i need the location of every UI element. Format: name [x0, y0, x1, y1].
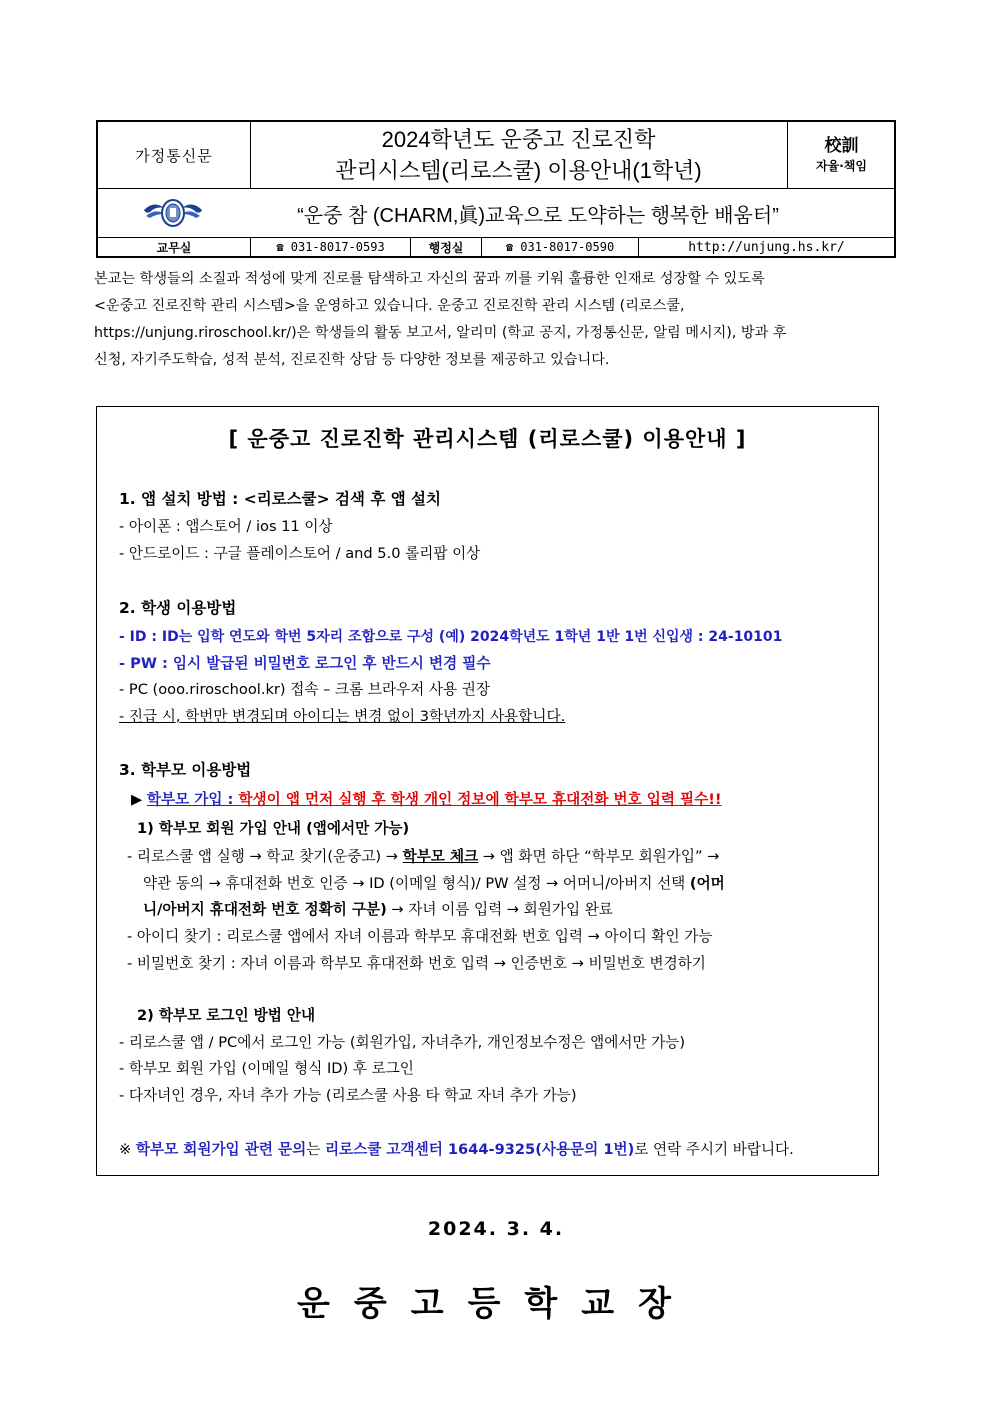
section3-heading: 3. 학부모 이용방법: [119, 761, 252, 779]
parent-signup-step-line1: [127, 846, 719, 868]
title-line-2: 관리시스템(리로스쿨) 이용안내(1학년): [335, 158, 702, 183]
parent-phone-emphasis: 니/아버지 휴대전화 번호 정확히 구분): [143, 901, 387, 918]
parent-login-item: - 학부모 회원 가입 (이메일 형식 ID) 후 로그인: [119, 1060, 414, 1077]
signup-step-text: → 자녀 이름 입력 → 회원가입 완료: [386, 901, 613, 918]
document-date: 2024. 3. 4.: [427, 1218, 565, 1240]
office1-label: 교무실: [98, 238, 251, 256]
school-emblem-icon: [142, 196, 204, 230]
section1-heading: 1. 앱 설치 방법 : <리로스쿨> 검색 후 앱 설치: [119, 490, 442, 508]
document-title: [251, 122, 786, 188]
note-mark: ※: [119, 1141, 136, 1158]
parent-signup-step-line2: [143, 873, 725, 895]
header-row-slogan: [98, 189, 894, 238]
principal-signature: 운중고등학교장: [297, 1284, 695, 1324]
signup-step-text: - 리로스쿨 앱 실행 → 학교 찾기(운중고) →: [127, 848, 403, 865]
header-row-contacts: [98, 238, 894, 256]
motto-text: 자율·책임: [816, 159, 867, 173]
office2-phone: ☎ 031-8017-0590: [482, 238, 639, 256]
motto-title: 校訓: [824, 136, 859, 156]
usage-guide-box: [96, 406, 879, 1176]
header-row-title: [98, 122, 894, 189]
parent-phone-emphasis: (어머: [689, 875, 725, 892]
parent-signup-step-line3: [143, 899, 613, 921]
parent-login-subheading: 2) 학부모 로그인 방법 안내: [137, 1007, 316, 1024]
school-motto: [787, 122, 895, 188]
section1-item-android: - 안드로이드 : 구글 플레이스토어 / and 5.0 롤리팝 이상: [119, 545, 481, 562]
parent-login-item: - 리로스쿨 앱 / PC에서 로그인 가능 (회원가입, 자녀추가, 개인정보수정은 앱에서만 가능): [119, 1034, 686, 1051]
parent-join-text: 학생이 앱 먼저 실행 후 학생 개인 정보에 학부모 휴대전화 번호 입력 필수!!: [238, 791, 722, 808]
note-text: 로 연락 주시기 바랍니다.: [634, 1141, 794, 1158]
parent-check-emphasis: 학부모 체크: [402, 848, 479, 865]
title-line-1: 2024학년도 운중고 진로진학: [381, 127, 656, 152]
letter-header-table: [96, 120, 896, 258]
section2-item-id: - ID : ID는 입학 연도와 학번 5자리 조합으로 구성 (예) 2024학년도 1학년 1반 1번 신입생 : 24-10101: [119, 629, 783, 645]
guide-title: [ 운중고 진로진학 관리시스템 (리로스쿨) 이용안내 ]: [228, 427, 747, 451]
find-id-item: - 아이디 찾기 : 리로스쿨 앱에서 자녀 이름과 학부모 휴대전화 번호 입력 → 아이디 확인 가능: [127, 928, 713, 945]
intro-paragraph: [94, 266, 898, 374]
signup-step-text: 약관 동의 → 휴대전화 번호 인증 → ID (이메일 형식)/ PW 설정 → 어머니/아버지 선택: [143, 875, 690, 892]
note-text: 는: [306, 1141, 325, 1158]
intro-line: https://unjung.riroschool.kr/)은 학생들의 활동 보고서, 알리미 (학교 공지, 가정통신문, 알림 메시지), 방과 후: [94, 325, 787, 341]
parent-login-item: - 다자녀인 경우, 자녀 추가 가능 (리로스쿨 사용 타 학교 자녀 추가 가능): [119, 1087, 577, 1104]
office2-label: 행정실: [411, 238, 482, 256]
section2-item-promotion: - 진급 시, 학번만 변경되며 아이디는 변경 없이 3학년까지 사용합니다.: [119, 708, 566, 725]
parent-signup-subheading: 1) 학부모 회원 가입 안내 (앱에서만 가능): [137, 820, 410, 837]
school-website-link[interactable]: http://unjung.hs.kr/: [688, 239, 845, 255]
intro-line: <운중고 진로진학 관리 시스템>을 운영하고 있습니다. 운중고 진로진학 관리 시스템 (리로스쿨,: [94, 298, 685, 314]
note-inquiry: 학부모 회원가입 관련 문의: [135, 1141, 307, 1158]
office1-phone: ☎ 031-8017-0593: [251, 238, 411, 256]
section2-item-pc: - PC (ooo.riroschool.kr) 접속 – 크롬 브라우저 사용 권장: [119, 681, 490, 698]
find-password-item: - 비밀번호 찾기 : 자녀 이름과 학부모 휴대전화 번호 입력 → 인증번호 → 비밀번호 변경하기: [127, 955, 706, 972]
section2-item-pw: - PW : 임시 발급된 비밀번호 로그인 후 반드시 변경 필수: [119, 655, 491, 672]
intro-line: 신청, 자기주도학습, 성적 분석, 진로진학 상담 등 다양한 정보를 제공하고 있습니다.: [94, 352, 610, 368]
section1-item-iphone: - 아이폰 : 앱스토어 / ios 11 이상: [119, 518, 333, 535]
contact-note: [119, 1139, 794, 1161]
parent-join-notice: [131, 789, 722, 811]
intro-line: 본교는 학생들의 소질과 적성에 맞게 진로를 탐색하고 자신의 꿈과 끼를 키워 훌륭한 인재로 성장할 수 있도록: [94, 271, 765, 287]
parent-join-label: 학부모 가입 :: [146, 791, 239, 808]
note-call-center: 리로스쿨 고객센터 1644-9325(사용문의 1번): [324, 1141, 635, 1158]
section2-heading: 2. 학생 이용방법: [119, 599, 237, 617]
arrow-right-icon: ▶: [131, 791, 143, 808]
school-slogan: “운중 참 (CHARM,眞)교육으로 도약하는 행복한 배움터”: [297, 204, 779, 227]
signup-step-text: → 앱 화면 하단 “학부모 회원가입” →: [478, 848, 720, 865]
doc-type-label: 가정통신문: [98, 122, 251, 188]
